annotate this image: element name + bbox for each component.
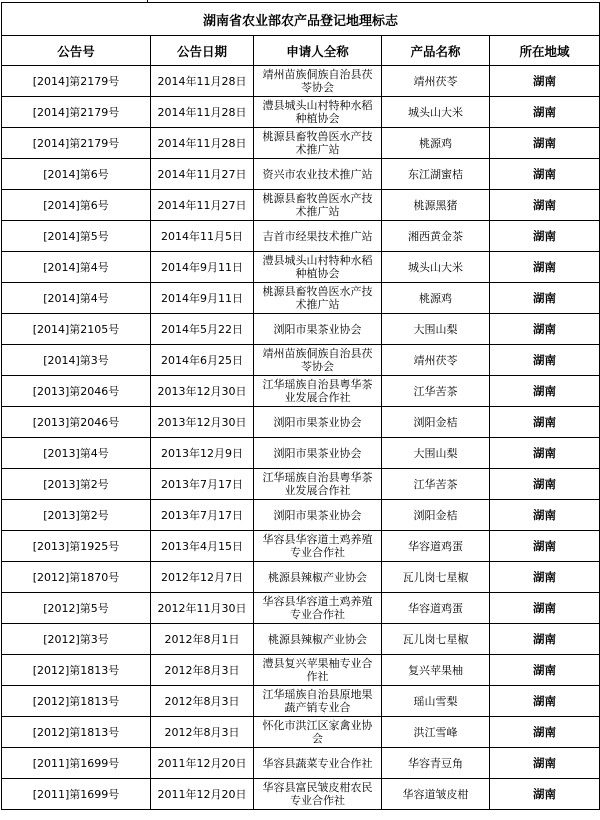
cell-region: 湖南: [490, 438, 600, 469]
table-row: [2, 469, 600, 500]
cell-announcement-no: [2012]第5号: [2, 593, 151, 624]
cell-region: 湖南: [490, 686, 600, 717]
cell-product: 洪江雪峰: [382, 717, 490, 748]
table-row: [2, 717, 600, 748]
cell-product: 瑶山雪梨: [382, 686, 490, 717]
cell-announcement-no: [2013]第2046号: [2, 407, 151, 438]
cell-product: 江华苦茶: [382, 376, 490, 407]
header-region: 所在地域: [490, 36, 600, 66]
cell-applicant: 华容县蔬菜专业合作社: [254, 748, 382, 779]
table-title: 湖南省农业部农产品登记地理标志: [2, 3, 600, 36]
cell-region: 湖南: [490, 469, 600, 500]
cell-announcement-no: [2013]第1925号: [2, 531, 151, 562]
cell-announcement-no: [2014]第2179号: [2, 128, 151, 159]
cell-region: 湖南: [490, 624, 600, 655]
cell-announcement-no: [2013]第2号: [2, 469, 151, 500]
cell-announcement-date: 2014年11月28日: [151, 97, 254, 128]
cell-product: 桃源鸡: [382, 128, 490, 159]
cell-product: 华容青豆角: [382, 748, 490, 779]
cell-applicant: 浏阳市果茶业协会: [254, 500, 382, 531]
cell-announcement-date: 2012年8月3日: [151, 655, 254, 686]
cell-announcement-no: [2014]第6号: [2, 159, 151, 190]
cell-announcement-no: [2012]第1813号: [2, 655, 151, 686]
table-title-row: [2, 3, 600, 36]
cell-announcement-date: 2014年6月25日: [151, 345, 254, 376]
cell-product: 瓦儿岗七星椒: [382, 624, 490, 655]
cell-announcement-date: 2011年12月20日: [151, 779, 254, 810]
cell-announcement-no: [2012]第1813号: [2, 686, 151, 717]
cell-region: 湖南: [490, 221, 600, 252]
cell-announcement-no: [2013]第2号: [2, 500, 151, 531]
cell-product: 复兴苹果柚: [382, 655, 490, 686]
cell-region: 湖南: [490, 283, 600, 314]
cell-region: 湖南: [490, 407, 600, 438]
table-row: [2, 686, 600, 717]
cell-announcement-date: 2013年7月17日: [151, 469, 254, 500]
cell-announcement-no: [2014]第2179号: [2, 97, 151, 128]
cell-applicant: 江华瑶族自治县粤华茶业发展合作社: [254, 469, 382, 500]
cell-applicant: 华容县华容道土鸡养殖专业合作社: [254, 531, 382, 562]
table-row: [2, 66, 600, 97]
table-row: [2, 252, 600, 283]
cell-applicant: 江华瑶族自治县粤华茶业发展合作社: [254, 376, 382, 407]
cell-applicant: 华容县富民皱皮柑农民专业合作社: [254, 779, 382, 810]
table-row: [2, 407, 600, 438]
cell-product: 桃源鸡: [382, 283, 490, 314]
cell-region: 湖南: [490, 562, 600, 593]
table-row: [2, 190, 600, 221]
table-row: [2, 221, 600, 252]
cell-region: 湖南: [490, 66, 600, 97]
cell-announcement-no: [2014]第5号: [2, 221, 151, 252]
cell-product: 浏阳金桔: [382, 500, 490, 531]
cell-applicant: 浏阳市果茶业协会: [254, 314, 382, 345]
cell-product: 华容道鸡蛋: [382, 531, 490, 562]
cell-announcement-no: [2014]第6号: [2, 190, 151, 221]
cell-region: 湖南: [490, 376, 600, 407]
cell-announcement-no: [2012]第1813号: [2, 717, 151, 748]
cell-announcement-no: [2011]第1699号: [2, 748, 151, 779]
table-row: [2, 531, 600, 562]
cell-applicant: 资兴市农业技术推广站: [254, 159, 382, 190]
cell-applicant: 靖州苗族侗族自治县茯苓协会: [254, 345, 382, 376]
cell-applicant: 桃源县畜牧兽医水产技术推广站: [254, 190, 382, 221]
table-row: [2, 779, 600, 810]
table-row: [2, 438, 600, 469]
cell-region: 湖南: [490, 593, 600, 624]
cell-announcement-no: [2013]第4号: [2, 438, 151, 469]
cell-region: 湖南: [490, 779, 600, 810]
cell-product: 华容道皱皮柑: [382, 779, 490, 810]
table-row: [2, 562, 600, 593]
cell-product: 江华苦茶: [382, 469, 490, 500]
header-announcement-date: 公告日期: [151, 36, 254, 66]
cell-announcement-date: 2012年8月3日: [151, 717, 254, 748]
table-row: [2, 97, 600, 128]
cell-announcement-no: [2014]第2105号: [2, 314, 151, 345]
cell-applicant: 桃源县畜牧兽医水产技术推广站: [254, 128, 382, 159]
cell-product: 浏阳金桔: [382, 407, 490, 438]
cell-applicant: 浏阳市果茶业协会: [254, 438, 382, 469]
table-row: [2, 345, 600, 376]
table-row: [2, 159, 600, 190]
cell-announcement-date: 2012年11月30日: [151, 593, 254, 624]
gi-registration-table: [1, 2, 600, 810]
cell-product: 靖州茯苓: [382, 345, 490, 376]
cell-announcement-date: 2013年12月9日: [151, 438, 254, 469]
cell-announcement-no: [2012]第1870号: [2, 562, 151, 593]
table-row: [2, 593, 600, 624]
cell-announcement-date: 2011年12月20日: [151, 748, 254, 779]
cell-announcement-no: [2014]第4号: [2, 283, 151, 314]
cell-announcement-no: [2014]第3号: [2, 345, 151, 376]
cell-announcement-date: 2012年8月3日: [151, 686, 254, 717]
cell-announcement-date: 2014年9月11日: [151, 252, 254, 283]
cell-announcement-no: [2014]第2179号: [2, 66, 151, 97]
cell-product: 大围山梨: [382, 438, 490, 469]
cell-product: 瓦儿岗七星椒: [382, 562, 490, 593]
cell-product: 城头山大米: [382, 97, 490, 128]
cell-product: 东江湖蜜桔: [382, 159, 490, 190]
cell-applicant: 澧县城头山村特种水稻种植协会: [254, 97, 382, 128]
table-row: [2, 128, 600, 159]
table-row: [2, 500, 600, 531]
cell-announcement-date: 2014年11月5日: [151, 221, 254, 252]
cell-region: 湖南: [490, 97, 600, 128]
cell-applicant: 浏阳市果茶业协会: [254, 407, 382, 438]
cell-announcement-date: 2014年11月27日: [151, 190, 254, 221]
cell-applicant: 怀化市洪江区家禽业协会: [254, 717, 382, 748]
cell-region: 湖南: [490, 345, 600, 376]
cell-region: 湖南: [490, 717, 600, 748]
header-applicant: 申请人全称: [254, 36, 382, 66]
cell-product: 湘西黄金茶: [382, 221, 490, 252]
cell-region: 湖南: [490, 190, 600, 221]
cell-announcement-date: 2012年12月7日: [151, 562, 254, 593]
cell-region: 湖南: [490, 500, 600, 531]
cell-announcement-date: 2014年5月22日: [151, 314, 254, 345]
cell-region: 湖南: [490, 531, 600, 562]
cell-announcement-date: 2014年11月28日: [151, 128, 254, 159]
cell-announcement-date: 2013年4月15日: [151, 531, 254, 562]
cell-announcement-date: 2013年12月30日: [151, 376, 254, 407]
cell-applicant: 澧县城头山村特种水稻种植协会: [254, 252, 382, 283]
cell-applicant: 吉首市经果技术推广站: [254, 221, 382, 252]
cell-announcement-date: 2014年11月28日: [151, 66, 254, 97]
cell-applicant: 靖州苗族侗族自治县茯苓协会: [254, 66, 382, 97]
table-row: [2, 376, 600, 407]
cell-region: 湖南: [490, 314, 600, 345]
cell-applicant: 桃源县辣椒产业协会: [254, 562, 382, 593]
cell-product: 靖州茯苓: [382, 66, 490, 97]
cell-applicant: 澧县复兴苹果柚专业合作社: [254, 655, 382, 686]
cell-announcement-date: 2013年7月17日: [151, 500, 254, 531]
cell-applicant: 桃源县畜牧兽医水产技术推广站: [254, 283, 382, 314]
table-row: [2, 748, 600, 779]
cell-region: 湖南: [490, 159, 600, 190]
header-announcement-no: 公告号: [2, 36, 151, 66]
cell-applicant: 桃源县辣椒产业协会: [254, 624, 382, 655]
cell-announcement-date: 2014年9月11日: [151, 283, 254, 314]
table-row: [2, 283, 600, 314]
cell-product: 桃源黑猪: [382, 190, 490, 221]
cell-product: 华容道鸡蛋: [382, 593, 490, 624]
header-product: 产品名称: [382, 36, 490, 66]
cell-announcement-no: [2014]第4号: [2, 252, 151, 283]
cell-announcement-no: [2012]第3号: [2, 624, 151, 655]
cell-announcement-date: 2013年12月30日: [151, 407, 254, 438]
cell-product: 大围山梨: [382, 314, 490, 345]
cell-product: 城头山大米: [382, 252, 490, 283]
table-row: [2, 314, 600, 345]
cell-announcement-no: [2011]第1699号: [2, 779, 151, 810]
table-row: [2, 624, 600, 655]
cell-applicant: 江华瑶族自治县原地果蔬产销专业合: [254, 686, 382, 717]
table-row: [2, 655, 600, 686]
cell-announcement-date: 2012年8月1日: [151, 624, 254, 655]
cell-region: 湖南: [490, 252, 600, 283]
cell-applicant: 华容县华容道土鸡养殖专业合作社: [254, 593, 382, 624]
cell-region: 湖南: [490, 655, 600, 686]
cell-region: 湖南: [490, 748, 600, 779]
cell-region: 湖南: [490, 128, 600, 159]
cell-announcement-date: 2014年11月27日: [151, 159, 254, 190]
cell-announcement-no: [2013]第2046号: [2, 376, 151, 407]
table-header-row: [2, 36, 600, 66]
